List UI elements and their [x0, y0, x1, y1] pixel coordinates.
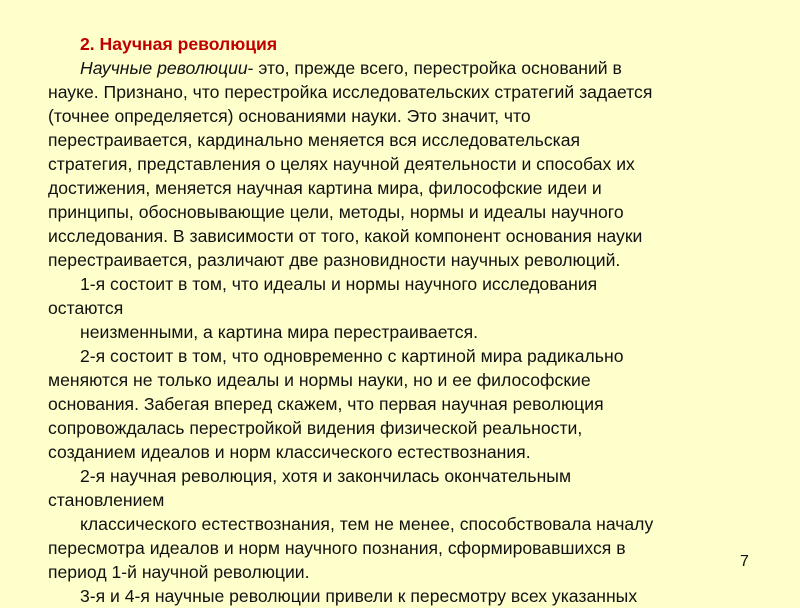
text-line: основания. Забегая вперед скажем, что первая научная революция — [48, 394, 604, 414]
text-line: период 1-й научной революции. — [48, 562, 310, 582]
text-line: принципы, обосновывающие цели, методы, нормы и идеалы научного — [48, 202, 624, 222]
text-line: классического естествознания, тем не менее, способствовала началу — [80, 514, 654, 534]
text-line: меняются не только идеалы и нормы науки, но и ее философские — [48, 370, 591, 390]
text-line: неизменными, а картина мира перестраивается. — [80, 322, 478, 342]
page-number: 7 — [740, 553, 749, 570]
text-line: пересмотра идеалов и норм научного познания, сформировавшихся в — [48, 538, 626, 558]
text-line: 2-я состоит в том, что одновременно с картиной мира радикально — [80, 346, 624, 366]
text-line: достижения, меняется научная картина мира, философские идеи и — [48, 178, 602, 198]
text-line: остаются — [48, 298, 124, 318]
text-line: становлением — [48, 490, 165, 510]
intro-term: Научные революции — [80, 58, 248, 78]
text-line: 3-я и 4-я научные революции привели к пересмотру всех указанных — [80, 586, 638, 606]
text-line: (точнее определяется) основаниями науки. Это значит, что — [48, 106, 531, 126]
text-line: исследования. В зависимости от того, какой компонент основания науки — [48, 226, 643, 246]
text-line: стратегия, представления о целях научной деятельности и способах их — [48, 154, 635, 174]
slide-title: 2. Научная революция — [80, 34, 278, 54]
text-line: 1-я состоит в том, что идеалы и нормы научного исследования — [80, 274, 598, 294]
text-line: науке. Признано, что перестройка исследовательских стратегий задается — [48, 82, 653, 102]
text-line: созданием идеалов и норм классического естествознания. — [48, 442, 531, 462]
text-line: перестраивается, различают две разновидности научных революций. — [48, 250, 621, 270]
text-line: сопровождалась перестройкой видения физической реальности, — [48, 418, 583, 438]
text-line: перестраивается, кардинально меняется вся исследовательская — [48, 130, 581, 150]
text-line — [80, 56, 622, 80]
intro-rest: - это, прежде всего, перестройка оснований в — [247, 58, 622, 78]
text-line: 2-я научная революция, хотя и закончилась окончательным — [80, 466, 572, 486]
